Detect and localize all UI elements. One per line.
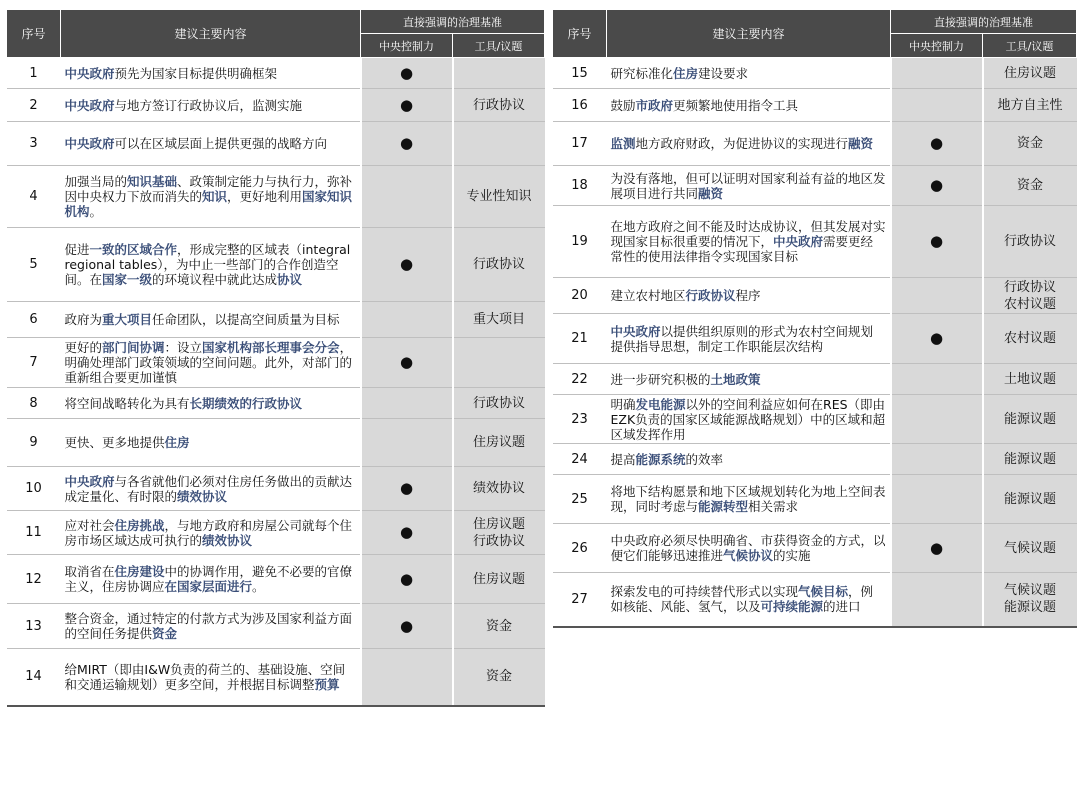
central-control-cell <box>361 419 453 467</box>
text-segment: 的环境议程中就此达成 <box>152 272 278 287</box>
recommendation-text <box>607 524 891 573</box>
central-control-cell <box>361 388 453 419</box>
recommendation-text <box>61 649 361 706</box>
text-segment: 将空间战略转化为具有 <box>64 395 190 411</box>
recommendation-text <box>61 467 361 511</box>
governance-group-header: 直接强调的治理基准 <box>361 10 545 34</box>
tool-issue-cell <box>453 419 545 467</box>
tool-issue-cell <box>453 302 545 338</box>
row-number: 10 <box>7 467 61 511</box>
tool-issue-cell <box>983 314 1077 364</box>
tool-issue-label: 气候议题 <box>1003 540 1056 556</box>
row-number: 8 <box>7 388 61 419</box>
bullet-dot-icon: ● <box>929 134 944 152</box>
highlight-term: 能源系统 <box>635 451 686 467</box>
highlight-term: 绩效协议 <box>177 488 228 504</box>
recommendation-text <box>607 395 891 444</box>
recommendation-text <box>607 206 891 278</box>
tool-issue-label: 能源议题 <box>1003 451 1056 467</box>
highlight-term: 知识基础 <box>127 174 178 189</box>
tool-issue-cell <box>453 467 545 511</box>
tools-header: 工具/议题 <box>983 34 1077 58</box>
row-number: 12 <box>7 555 61 604</box>
tool-issue-cell <box>983 166 1077 206</box>
text-segment: 程序 <box>735 288 761 303</box>
bullet-dot-icon: ● <box>399 95 414 114</box>
highlight-term: 市政府 <box>635 97 674 113</box>
tool-issue-label: 住房议题 行政协议 <box>472 516 525 549</box>
row-number: 5 <box>7 228 61 302</box>
text-segment: 研究标准化 <box>610 65 674 81</box>
table-row <box>7 228 545 302</box>
tool-issue-cell <box>983 444 1077 475</box>
tool-issue-label: 能源议题 <box>1003 411 1056 427</box>
highlight-term: 资金 <box>152 626 178 641</box>
recommendation-text <box>61 302 361 338</box>
row-number: 2 <box>7 89 61 122</box>
text-segment: 在地方政府之间不能及时达成协议，但其发展对实现国家目标很重要的情况下， <box>610 219 886 249</box>
row-number: 22 <box>553 364 607 395</box>
table-row <box>7 511 545 555</box>
text-segment: 需要更经常性的使用法律指令实现国家目标 <box>610 234 874 264</box>
tool-issue-cell <box>983 89 1077 122</box>
central-control-cell <box>361 89 453 122</box>
recommendation-text <box>61 555 361 604</box>
seq-header: 序号 <box>7 10 61 58</box>
table-row <box>7 338 545 388</box>
bullet-dot-icon: ● <box>399 63 414 82</box>
highlight-term: 重大项目 <box>102 312 153 327</box>
left-table <box>6 9 545 707</box>
highlight-term: 发电能源 <box>635 396 686 412</box>
table-row <box>7 166 545 228</box>
central-control-cell <box>891 58 983 89</box>
tool-issue-label: 绩效协议 <box>472 481 525 496</box>
recommendation-text <box>607 122 891 166</box>
tool-issue-cell <box>983 278 1077 314</box>
recommendation-text <box>607 58 891 89</box>
central-control-cell <box>361 166 453 228</box>
row-number: 14 <box>7 649 61 706</box>
central-control-cell <box>891 573 983 627</box>
highlight-term: 国家一级 <box>102 272 153 287</box>
table-row <box>7 467 545 511</box>
tool-issue-label: 住房议题 <box>1003 65 1056 81</box>
highlight-term: 协议 <box>277 272 303 287</box>
central-control-cell <box>361 58 453 89</box>
tool-issue-label: 专业性知识 <box>466 189 532 204</box>
tool-issue-cell <box>453 89 545 122</box>
table-row <box>7 89 545 122</box>
highlight-term: 中央政府 <box>64 97 115 113</box>
table-row <box>7 604 545 649</box>
tools-header: 工具/议题 <box>453 34 545 58</box>
tool-issue-label: 行政协议 农村议题 <box>1003 279 1056 312</box>
tool-issue-label: 气候议题 能源议题 <box>1003 583 1056 616</box>
highlight-term: 中央政府 <box>64 136 115 151</box>
text-segment: 更快、更多地提供 <box>64 435 165 450</box>
bullet-dot-icon: ● <box>929 176 944 194</box>
tool-issue-cell <box>983 573 1077 627</box>
bullet-dot-icon: ● <box>929 329 944 347</box>
text-segment: 给MIRT（即由I&W负责的荷兰的、基础设施、空间和交通运输规划）更多空间，并根据目标调整 <box>64 661 346 692</box>
recommendation-text <box>61 419 361 467</box>
text-segment: 探索发电的可持续替代形式以实现 <box>610 584 799 600</box>
table-row <box>7 58 545 89</box>
bullet-dot-icon: ● <box>929 232 944 250</box>
table-row <box>553 89 1077 122</box>
highlight-term: 监测 <box>610 136 636 151</box>
recommendation-text <box>607 364 891 395</box>
text-segment: 的进口 <box>823 599 861 615</box>
recommendation-text <box>61 338 361 388</box>
seq-header: 序号 <box>553 10 607 58</box>
text-segment: 与各省就他们必须对住房任务做出的贡献达成定量化、有时限的 <box>64 473 353 504</box>
row-number: 19 <box>553 206 607 278</box>
text-segment: 、政策制定能力与执行力，弥补因中央权力下放而消失的 <box>64 174 353 204</box>
table-row <box>553 573 1077 627</box>
tool-issue-label: 能源议题 <box>1003 491 1056 507</box>
text-segment: ，明确处理部门政策领域的空间问题。此外，对部门的重新组合要更加谨慎 <box>64 340 353 385</box>
text-segment: 加强当局的 <box>64 174 128 189</box>
text-segment: 将地下结构愿景和地下区域规划转化为地上空间表现，同时考虑与 <box>610 484 886 514</box>
recommendation-text <box>607 314 891 364</box>
highlight-term: 中央政府 <box>64 65 115 81</box>
recommendation-text <box>61 604 361 649</box>
table-row <box>7 555 545 604</box>
central-control-cell <box>361 338 453 388</box>
row-number: 4 <box>7 166 61 228</box>
tool-issue-label: 重大项目 <box>472 312 525 327</box>
text-segment: 。 <box>252 579 265 594</box>
table-row <box>553 278 1077 314</box>
bullet-dot-icon: ● <box>399 569 414 588</box>
tool-issue-cell <box>983 122 1077 166</box>
tool-issue-label: 资金 <box>485 669 512 685</box>
highlight-term: 预算 <box>314 676 340 692</box>
text-segment: ，例如核能、风能、氢气，以及 <box>610 584 874 615</box>
tool-issue-label: 土地议题 <box>1003 371 1056 387</box>
tool-issue-cell <box>453 649 545 706</box>
table-row <box>553 364 1077 395</box>
content-header: 建议主要内容 <box>61 10 361 58</box>
table-row <box>7 122 545 166</box>
central-control-cell <box>891 122 983 166</box>
table-row <box>553 206 1077 278</box>
text-segment: 以外的空间利益应如何在RES（即由EZK负责的国家区域能源战略规划）中的区域和超区域发挥作用 <box>610 396 886 442</box>
text-segment: ，与地方政府和房屋公司就每个住房市场区域达成可执行的 <box>64 517 353 548</box>
recommendation-text <box>607 475 891 524</box>
text-segment: 可以在区域层面上提供更强的战略方向 <box>114 136 328 151</box>
row-number: 20 <box>553 278 607 314</box>
recommendation-text <box>607 444 891 475</box>
tool-issue-cell <box>983 58 1077 89</box>
text-segment: ：设立 <box>164 340 203 355</box>
row-number: 26 <box>553 524 607 573</box>
row-number: 23 <box>553 395 607 444</box>
highlight-term: 能源转型 <box>698 499 749 514</box>
table-row <box>553 58 1077 89</box>
central-control-cell <box>361 467 453 511</box>
central-control-cell <box>891 89 983 122</box>
highlight-term: 住房挑战 <box>114 517 165 533</box>
tool-issue-label: 行政协议 <box>472 257 525 272</box>
tool-issue-label: 行政协议 <box>472 97 525 113</box>
highlight-term: 气候协议 <box>723 548 774 563</box>
recommendation-text <box>61 89 361 122</box>
tool-issue-label: 行政协议 <box>472 395 525 411</box>
recommendation-text <box>607 166 891 206</box>
tool-issue-cell <box>983 364 1077 395</box>
text-segment: 与地方签订行政协议后，监测实施 <box>114 97 303 113</box>
tool-issue-cell <box>453 228 545 302</box>
text-segment: 提高 <box>610 451 636 467</box>
row-number: 15 <box>553 58 607 89</box>
text-segment: 建立农村地区 <box>610 288 686 303</box>
text-segment: ，更好地利用 <box>227 189 303 204</box>
bullet-dot-icon: ● <box>399 134 414 152</box>
highlight-term: 知识 <box>202 189 228 204</box>
tool-issue-cell <box>983 475 1077 524</box>
text-segment: 的效率 <box>685 451 724 467</box>
bullet-dot-icon: ● <box>399 523 414 541</box>
recommendation-text <box>61 166 361 228</box>
highlight-term: 住房建设 <box>114 564 165 579</box>
central-control-cell <box>361 555 453 604</box>
text-segment: 更好的 <box>64 340 103 355</box>
highlight-term: 中央政府 <box>64 473 115 489</box>
text-segment: 以提供组织原则的形式为农村空间规划提供指导思想，制定工作职能层次结构 <box>610 323 874 354</box>
highlight-term: 土地政策 <box>710 371 761 387</box>
recommendation-text <box>61 388 361 419</box>
highlight-term: 国家机构部长理事会分会 <box>202 340 340 355</box>
row-number: 21 <box>553 314 607 364</box>
tool-issue-label: 资金 <box>1016 178 1043 193</box>
table-row <box>7 419 545 467</box>
highlight-term: 可持续能源 <box>760 599 824 615</box>
text-segment: 明确 <box>610 396 636 412</box>
central-control-cell <box>891 314 983 364</box>
row-number: 25 <box>553 475 607 524</box>
highlight-term: 一致的区域合作 <box>89 242 178 257</box>
tool-issue-cell <box>453 388 545 419</box>
bullet-dot-icon: ● <box>399 255 414 273</box>
text-segment: 政府为 <box>64 312 103 327</box>
table-row <box>553 475 1077 524</box>
text-segment: 建设要求 <box>698 65 749 81</box>
tool-issue-cell <box>983 524 1077 573</box>
tool-issue-label: 地方自主性 <box>997 97 1063 113</box>
central-control-cell <box>891 206 983 278</box>
text-segment: ，形成完整的区域表（integral regional tables），为中止一些部门的合作创造空间。在 <box>64 242 351 287</box>
tool-issue-cell <box>983 206 1077 278</box>
tool-issue-cell <box>453 511 545 555</box>
table-row <box>7 649 545 706</box>
text-segment: 。 <box>89 204 103 219</box>
text-segment: 应对社会 <box>64 517 115 533</box>
tool-issue-cell <box>453 555 545 604</box>
central-control-cell <box>891 364 983 395</box>
central-control-cell <box>891 475 983 524</box>
row-number: 24 <box>553 444 607 475</box>
central-control-cell <box>891 166 983 206</box>
row-number: 27 <box>553 573 607 627</box>
row-number: 3 <box>7 122 61 166</box>
row-number: 17 <box>553 122 607 166</box>
row-number: 6 <box>7 302 61 338</box>
recommendation-text <box>607 89 891 122</box>
tool-issue-label: 资金 <box>485 618 512 634</box>
tool-issue-cell <box>453 122 545 166</box>
central-control-cell <box>891 524 983 573</box>
central-control-cell <box>891 278 983 314</box>
highlight-term: 部门间协调 <box>102 340 165 355</box>
highlight-term: 融资 <box>698 185 724 201</box>
central-control-cell <box>891 395 983 444</box>
governance-group-header: 直接强调的治理基准 <box>891 10 1077 34</box>
highlight-term: 中央政府 <box>773 234 824 249</box>
highlight-term: 行政协议 <box>685 288 736 303</box>
central-control-cell <box>891 444 983 475</box>
text-segment: 预先为国家目标提供明确框架 <box>114 65 278 81</box>
highlight-term: 融资 <box>848 136 874 151</box>
highlight-term: 国家知识机构 <box>64 189 353 219</box>
highlight-term: 长期绩效的行政协议 <box>189 395 303 411</box>
tool-issue-label: 住房议题 <box>472 435 525 450</box>
central-control-cell <box>361 122 453 166</box>
highlight-term: 住房 <box>164 435 190 450</box>
tool-issue-label: 住房议题 <box>472 571 525 587</box>
text-segment: 为没有落地，但可以证明对国家利益有益的地区发展项目进行共同 <box>610 170 886 201</box>
bullet-dot-icon: ● <box>399 616 414 635</box>
right-table <box>552 9 1077 628</box>
table-row <box>553 314 1077 364</box>
central-control-cell <box>361 649 453 706</box>
content-header: 建议主要内容 <box>607 10 891 58</box>
central-control-cell <box>361 228 453 302</box>
table-row <box>553 444 1077 475</box>
table-row <box>553 166 1077 206</box>
text-segment: 取消省在 <box>64 564 115 579</box>
highlight-term: 绩效协议 <box>202 532 253 548</box>
tool-issue-cell <box>453 58 545 89</box>
text-segment: 更频繁地使用指令工具 <box>673 97 799 113</box>
highlight-term: 中央政府 <box>610 323 661 339</box>
row-number: 16 <box>553 89 607 122</box>
bullet-dot-icon: ● <box>929 538 944 557</box>
text-segment: 的实施 <box>773 548 811 563</box>
text-segment: 中央政府必须尽快明确省、市获得资金的方式，以便它们能够迅速推进 <box>610 533 886 563</box>
tool-issue-cell <box>453 338 545 388</box>
tool-issue-cell <box>983 395 1077 444</box>
row-number: 11 <box>7 511 61 555</box>
text-segment: 鼓励 <box>610 97 636 113</box>
row-number: 1 <box>7 58 61 89</box>
recommendation-text <box>61 511 361 555</box>
text-segment: 整合资金，通过特定的付款方式为涉及国家利益方面的空间任务提供 <box>64 611 353 641</box>
tool-issue-label: 农村议题 <box>1003 331 1056 346</box>
recommendation-text <box>61 122 361 166</box>
text-segment: 地方政府财政，为促进协议的实现进行 <box>635 136 849 151</box>
table-row <box>553 395 1077 444</box>
text-segment: 相关需求 <box>748 499 799 514</box>
tool-issue-label: 行政协议 <box>1003 234 1056 249</box>
central-control-cell <box>361 604 453 649</box>
text-segment: 任命团队，以提高空间质量为目标 <box>152 312 340 327</box>
recommendation-text <box>607 573 891 627</box>
tool-issue-cell <box>453 604 545 649</box>
table-row <box>7 388 545 419</box>
tool-issue-cell <box>453 166 545 228</box>
central-control-cell <box>361 302 453 338</box>
table-row <box>7 302 545 338</box>
recommendation-text <box>61 228 361 302</box>
central-control-header: 中央控制力 <box>361 34 453 58</box>
highlight-term: 住房 <box>673 65 699 81</box>
bullet-dot-icon: ● <box>399 479 414 497</box>
row-number: 13 <box>7 604 61 649</box>
row-number: 7 <box>7 338 61 388</box>
highlight-term: 气候目标 <box>798 584 849 600</box>
tool-issue-label: 资金 <box>1016 136 1043 151</box>
table-row <box>553 122 1077 166</box>
highlight-term: 在国家层面进行 <box>164 579 253 594</box>
central-control-cell <box>361 511 453 555</box>
text-segment: 中的协调作用，避免不必要的官僚主义，住房协调应 <box>64 564 353 594</box>
recommendation-text <box>61 58 361 89</box>
recommendation-text <box>607 278 891 314</box>
row-number: 9 <box>7 419 61 467</box>
table-row <box>553 524 1077 573</box>
row-number: 18 <box>553 166 607 206</box>
bullet-dot-icon: ● <box>399 353 414 371</box>
central-control-header: 中央控制力 <box>891 34 983 58</box>
text-segment: 促进 <box>64 242 90 257</box>
text-segment: 进一步研究积极的 <box>610 371 711 387</box>
